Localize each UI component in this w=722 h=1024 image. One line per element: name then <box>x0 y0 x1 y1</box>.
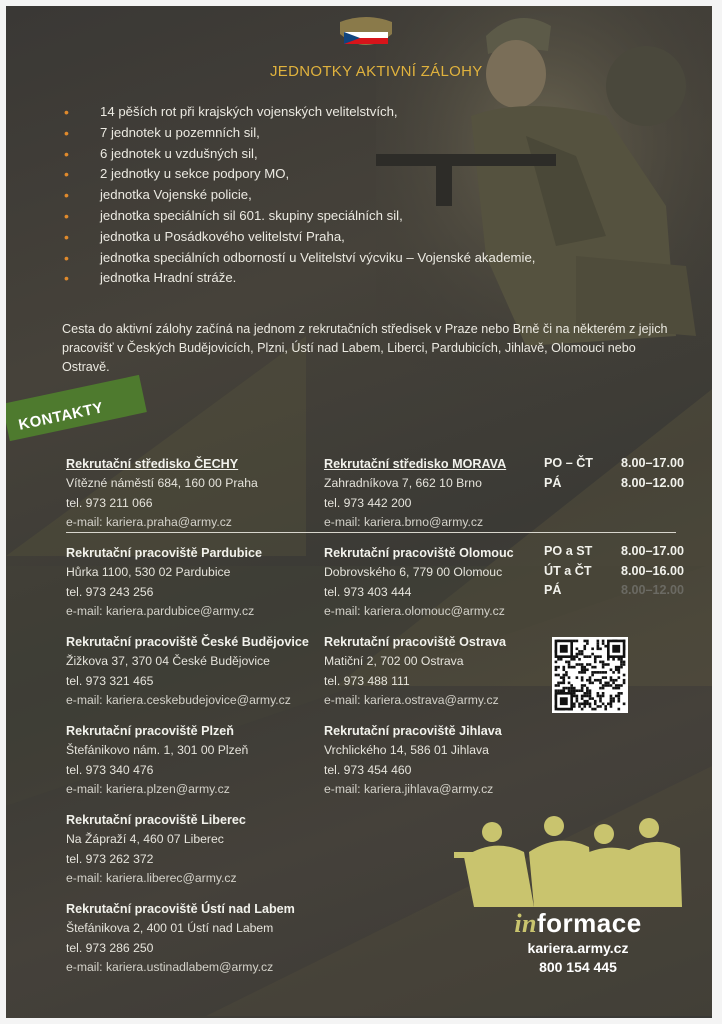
unit-item <box>64 123 584 144</box>
offices-right-column <box>324 454 584 810</box>
hours-time: 8.00–12.00 <box>620 583 684 597</box>
unit-item <box>64 164 584 185</box>
soldiers-silhouette <box>454 812 684 912</box>
hours-day: PO a ST <box>544 544 593 558</box>
contacts-label: KONTAKTY <box>6 375 147 441</box>
office-email[interactable]: e-mail: kariera.ceskebudejovice@army.cz <box>66 693 291 707</box>
hours-day: PÁ <box>544 475 562 490</box>
office-phone[interactable]: tel. 973 243 256 <box>66 584 154 599</box>
unit-item <box>64 206 584 227</box>
hours-day: ÚT a ČT <box>544 563 592 578</box>
bullet-icon: • <box>64 166 69 183</box>
hours-time: 8.00–16.00 <box>620 563 684 578</box>
office-phone[interactable]: tel. 973 442 200 <box>324 495 412 510</box>
office-phone[interactable]: tel. 973 488 111 <box>324 673 410 688</box>
hours-time: 8.00–17.00 <box>620 456 684 470</box>
office-card <box>66 899 326 988</box>
unit-text: jednotka speciálních sil 601. skupiny speciálních sil, <box>100 207 403 223</box>
bullet-icon: • <box>64 187 69 204</box>
page-title: JEDNOTKY AKTIVNÍ ZÁLOHY <box>270 63 483 80</box>
office-phone[interactable]: tel. 973 340 476 <box>66 762 154 777</box>
office-name: Rekrutační pracoviště Plzeň <box>66 724 234 738</box>
offices-left-column <box>66 454 326 988</box>
office-phone[interactable]: tel. 973 454 460 <box>324 762 412 777</box>
bullet-icon: • <box>64 270 69 287</box>
office-address: Na Žápraží 4, 460 07 Liberec <box>66 832 224 846</box>
unit-text: jednotka speciálních odborností u Velitelství výcviku – Vojenské akademie, <box>100 249 536 265</box>
office-name: Rekrutační pracoviště Olomouc <box>324 546 514 560</box>
qr-code[interactable] <box>552 637 628 713</box>
website-link[interactable]: kariera.army.cz <box>527 940 629 956</box>
office-phone[interactable]: tel. 973 286 250 <box>66 940 154 955</box>
unit-item <box>64 248 584 269</box>
info-brand <box>470 908 686 939</box>
office-email[interactable]: e-mail: kariera.ustinadlabem@army.cz <box>66 960 274 974</box>
office-card <box>324 632 584 721</box>
unit-text: jednotka Hradní stráže. <box>100 270 237 286</box>
hours-row <box>544 474 684 494</box>
unit-item <box>64 185 584 206</box>
office-address: Vítězné náměstí 684, 160 00 Praha <box>66 476 258 490</box>
hours-day: PÁ <box>544 583 562 597</box>
hours-branch <box>544 542 684 601</box>
hours-day: PO – ČT <box>544 456 593 470</box>
bullet-icon: • <box>64 249 69 266</box>
unit-item <box>64 268 584 289</box>
office-phone[interactable]: tel. 973 403 444 <box>324 584 412 599</box>
office-card <box>66 543 326 632</box>
unit-item <box>64 144 584 165</box>
office-name: Rekrutační středisko ČECHY <box>66 457 239 471</box>
bullet-icon: • <box>64 145 69 162</box>
bullet-icon: • <box>64 207 69 224</box>
office-address: Vrchlického 14, 586 01 Jihlava <box>324 743 489 757</box>
office-address: Hůrka 1100, 530 02 Pardubice <box>66 565 231 579</box>
office-card <box>66 454 326 543</box>
office-name: Rekrutační pracoviště Liberec <box>66 813 246 827</box>
office-address: Matiční 2, 702 00 Ostrava <box>324 654 464 668</box>
hours-row <box>544 542 684 562</box>
hours-time: 8.00–17.00 <box>620 544 684 558</box>
office-card <box>66 632 326 721</box>
office-email[interactable]: e-mail: kariera.olomouc@army.cz <box>324 604 505 618</box>
office-phone[interactable]: tel. 973 321 465 <box>66 673 154 688</box>
phone-number[interactable]: 800 154 445 <box>539 959 617 975</box>
office-email[interactable]: e-mail: kariera.ostrava@army.cz <box>324 693 499 707</box>
unit-text: 7 jednotek u pozemních sil, <box>100 124 260 140</box>
office-email[interactable]: e-mail: kariera.pardubice@army.cz <box>66 604 255 618</box>
office-email[interactable]: e-mail: kariera.praha@army.cz <box>66 515 232 529</box>
hours-row <box>544 562 684 582</box>
hours-row <box>544 454 684 474</box>
unit-text: 6 jednotek u vzdušných sil, <box>100 145 258 161</box>
office-name: Rekrutační pracoviště Ostrava <box>324 635 506 649</box>
info-block <box>470 908 686 977</box>
office-email[interactable]: e-mail: kariera.jihlava@army.cz <box>324 782 494 796</box>
unit-text: jednotka Vojenské policie, <box>100 187 252 203</box>
intro-paragraph: Cesta do aktivní zálohy začíná na jednom z rekrutačních středisek v Praze nebo Brně či na některém z jejich pracovišť v Českých Budějovicích, Plzni, Ústí nad Labem, Liberci, Pardubicích, Jihlavě, Olomouci nebo Ostravě. <box>62 322 668 374</box>
office-name: Rekrutační pracoviště Ústí nad Labem <box>66 902 295 916</box>
office-address: Žižkova 37, 370 04 České Budějovice <box>66 654 270 668</box>
office-email[interactable]: e-mail: kariera.brno@army.cz <box>324 515 484 529</box>
office-address: Štefánikova 2, 400 01 Ústí nad Labem <box>66 921 274 935</box>
divider <box>66 532 676 533</box>
office-card <box>324 721 584 810</box>
bullet-icon: • <box>64 104 69 120</box>
active-reserve-logo <box>336 16 396 52</box>
office-card <box>66 721 326 810</box>
office-email[interactable]: e-mail: kariera.liberec@army.cz <box>66 871 237 885</box>
unit-item <box>64 227 584 248</box>
office-phone[interactable]: tel. 973 211 066 <box>66 495 153 510</box>
bullet-icon: • <box>64 124 69 141</box>
brand-suffix: formace <box>537 908 642 938</box>
hours-time: 8.00–12.00 <box>620 475 684 490</box>
office-address: Dobrovského 6, 779 00 Olomouc <box>324 565 503 579</box>
hours-main <box>544 454 684 493</box>
unit-item <box>64 102 584 123</box>
flyer-page <box>6 6 712 1018</box>
office-name: Rekrutační středisko MORAVA <box>324 457 507 471</box>
office-name: Rekrutační pracoviště České Budějovice <box>66 635 309 649</box>
hours-row <box>544 581 684 601</box>
unit-text: 14 pěších rot při krajských vojenských velitelstvích, <box>100 104 398 119</box>
office-address: Štefánikovo nám. 1, 301 00 Plzeň <box>66 743 249 757</box>
bullet-icon: • <box>64 228 69 245</box>
office-name: Rekrutační pracoviště Pardubice <box>66 546 262 560</box>
office-name: Rekrutační pracoviště Jihlava <box>324 724 502 738</box>
office-email[interactable]: e-mail: kariera.plzen@army.cz <box>66 782 230 796</box>
unit-text: jednotka u Posádkového velitelství Praha, <box>100 228 345 244</box>
brand-prefix: in <box>514 909 538 938</box>
unit-text: 2 jednotky u sekce podpory MO, <box>100 166 290 182</box>
office-phone[interactable]: tel. 973 262 372 <box>66 851 154 866</box>
units-list <box>64 102 584 289</box>
office-address: Zahradníkova 7, 662 10 Brno <box>324 476 482 490</box>
office-card <box>66 810 326 899</box>
